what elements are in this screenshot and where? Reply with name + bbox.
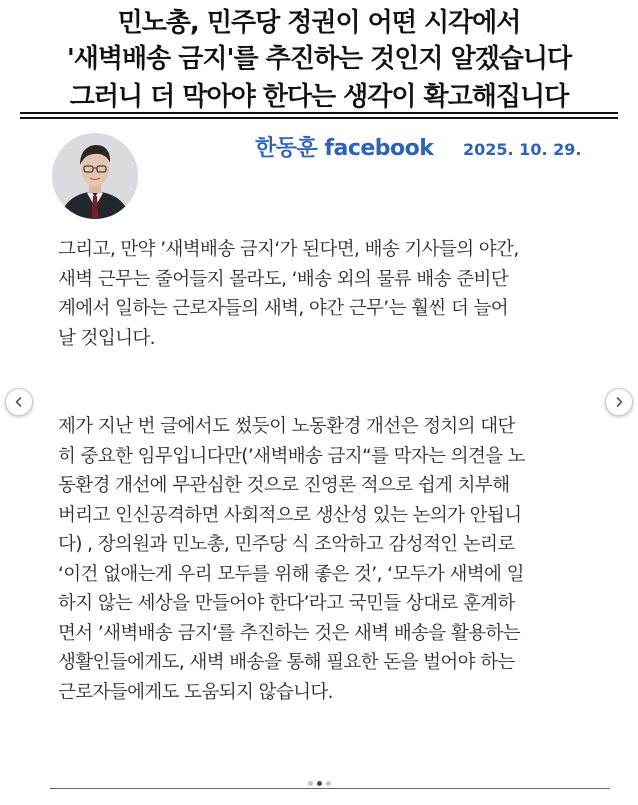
paragraph-line: 면서 ’새벽배송 금지‘를 추진하는 것은 새벽 배송을 활용하는 — [58, 622, 521, 644]
carousel-indicator — [0, 781, 638, 786]
paragraph-line: 제가 지난 번 글에서도 썼듯이 노동환경 개선은 정치의 대단 — [58, 416, 515, 437]
source-author: 한동훈 facebook — [255, 136, 434, 161]
carousel-prev-button[interactable] — [5, 388, 33, 416]
paragraph-line: 새벽 근무는 줄어들지 몰라도, ‘배송 외의 물류 배송 준비단 — [58, 268, 509, 290]
paragraph-line: 히 중요한 임무입니다만(’새벽배송 금지“를 막자는 의견을 노 — [58, 445, 526, 467]
bottom-divider — [50, 788, 610, 789]
paragraph-line: 생활인들에게도, 새벽 배송을 통해 필요한 돈을 벌어야 하는 — [58, 652, 515, 673]
paragraph-line: 다) , 장의원과 민노총, 민주당 식 조악하고 감성적인 논리로 — [58, 534, 515, 555]
carousel-dot[interactable] — [326, 781, 331, 786]
body-paragraph-2 — [58, 412, 618, 707]
paragraph-line: 버리고 인신공격하면 사회적으로 생산성 있는 논의가 안됩니 — [58, 504, 522, 526]
headline-line-2: '새벽배송 금지'를 추진하는 것인지 알겠습니다 — [66, 44, 572, 74]
headline-line-1: 민노총, 민주당 정권이 어떤 시각에서 — [117, 8, 521, 38]
paragraph-line: 날 것입니다. — [58, 327, 155, 349]
author-avatar — [52, 133, 138, 219]
paragraph-line: ‘이건 없애는게 우리 모두를 위해 좋은 것’, ‘모두가 새벽에 일 — [58, 563, 524, 585]
paragraph-line: 계에서 일하는 근로자들의 새벽, 야간 근무’는 훨씬 더 늘어 — [58, 298, 509, 319]
chevron-left-icon — [13, 396, 25, 408]
paragraph-line: 하지 않는 세상을 만들어야 한다’라고 국민들 상대로 훈계하 — [58, 593, 515, 614]
paragraph-line: 동환경 개선에 무관심한 것으로 진영론 적으로 쉽게 치부해 — [58, 475, 510, 496]
paragraph-line: 그리고, 만약 ’새벽배송 금지‘가 된다면, 배송 기사들의 야간, — [58, 239, 519, 260]
carousel-next-button[interactable] — [605, 388, 633, 416]
avatar-portrait-image — [52, 133, 138, 219]
carousel-dot[interactable] — [317, 781, 322, 786]
paragraph-line: 근로자들에게도 도움되지 않습니다. — [58, 681, 333, 703]
post-date: 2025. 10. 29. — [463, 140, 582, 159]
body-paragraph-1 — [58, 235, 618, 353]
carousel-dot[interactable] — [308, 781, 313, 786]
headline-underline-2 — [20, 117, 618, 119]
headline-line-3: 그러니 더 막아야 한다는 생각이 확고해집니다 — [69, 82, 569, 112]
headline-underline — [20, 112, 618, 114]
chevron-right-icon — [613, 396, 625, 408]
